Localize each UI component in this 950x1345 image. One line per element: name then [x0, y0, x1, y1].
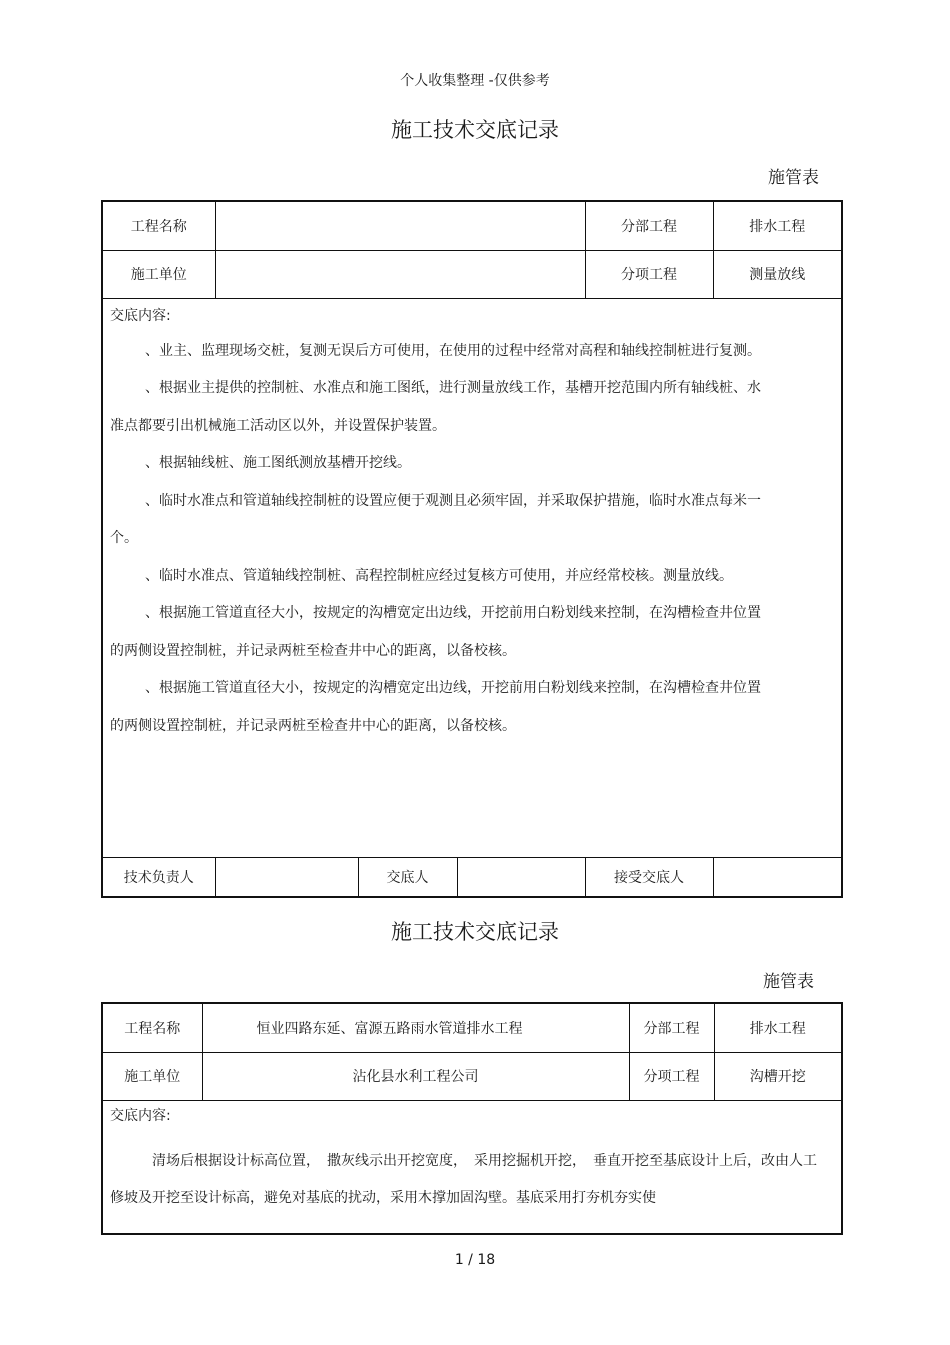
- record2-row-project: [102, 1003, 842, 1052]
- record1-division-value: 排水工程: [713, 201, 842, 250]
- record2-project-name-value: 恒业四路东延、富源五路雨水管道排水工程: [202, 1003, 629, 1052]
- page-number: 1 / 18: [454, 1252, 496, 1268]
- record2-row-content: [102, 1100, 842, 1234]
- record1-unit-value: [215, 250, 585, 298]
- record1-subitem-label: 分项工程: [585, 250, 713, 298]
- record1-tech-lead-label: 技术负责人: [102, 857, 215, 897]
- record1-project-name-label: 工程名称: [102, 201, 215, 250]
- record2-title: 施工技术交底记录: [391, 920, 559, 944]
- record1-tech-lead-value: [215, 857, 358, 897]
- record1-paragraph-2: 、根据业主提供的控制桩、水准点和施工图纸，进行测量放线工作，基槽开挖范围内所有轴线桩、水准点都要引出机械施工活动区以外，并设置保护装置。: [110, 380, 761, 434]
- record2-project-name-label: 工程名称: [102, 1003, 202, 1052]
- record2-content-label: 交底内容:: [110, 1107, 171, 1124]
- record1-content-label: 交底内容:: [110, 307, 171, 324]
- record1-paragraph-3: 、根据轴线桩、施工图纸测放基槽开挖线。: [145, 455, 411, 471]
- record2-content-cell: [102, 1100, 842, 1234]
- record1-paragraph-1: 、业主、监理现场交桩，复测无误后方可使用，在使用的过程中经常对高程和轴线控制桩进行复测。: [145, 342, 761, 359]
- record1-project-name-value: [215, 201, 585, 250]
- record1-presenter-label: 交底人: [358, 857, 457, 897]
- record1-paragraph-6: 、根据施工管道直径大小，按规定的沟槽宽定出边线，开挖前用白粉划线来控制，在沟槽检查井位置的两侧设置控制桩，并记录两桩至检查井中心的距离，以备校核。: [110, 605, 761, 659]
- record1-receiver-value: [713, 857, 842, 897]
- record2-row-unit: [102, 1052, 842, 1100]
- record1-paragraph-7: 、根据施工管道直径大小，按规定的沟槽宽定出边线，开挖前用白粉划线来控制，在沟槽检查井位置的两侧设置控制桩，并记录两桩至检查井中心的距离，以备校核。: [110, 680, 761, 734]
- record2-division-label: 分部工程: [629, 1003, 714, 1052]
- record2-table: [101, 1002, 843, 1235]
- record2-unit-value: 沾化县水利工程公司: [202, 1052, 629, 1100]
- record2-division-value: 排水工程: [714, 1003, 842, 1052]
- record1-row-content: [102, 298, 842, 857]
- record1-unit-label: 施工单位: [102, 250, 215, 298]
- record1-subitem-value: 测量放线: [713, 250, 842, 298]
- record1-row-unit: [102, 250, 842, 298]
- record1-presenter-value: [457, 857, 585, 897]
- record1-paragraph-5: 、临时水准点、管道轴线控制桩、高程控制桩应经过复核方可使用，并应经常校核。测量放线。: [145, 567, 733, 584]
- record1-form-code: 施管表: [768, 168, 819, 188]
- record1-table: [101, 200, 843, 898]
- record1-receiver-label: 接受交底人: [585, 857, 713, 897]
- record1-paragraph-4: 、临时水准点和管道轴线控制桩的设置应便于观测且必须牢固，并采取保护措施，临时水准点每米一个。: [110, 492, 761, 546]
- record2-unit-label: 施工单位: [102, 1052, 202, 1100]
- record2-subitem-label: 分项工程: [629, 1052, 714, 1100]
- record1-division-label: 分部工程: [585, 201, 713, 250]
- header-note: 个人收集整理 -仅供参考: [400, 73, 550, 89]
- record2-paragraph: 清场后根据设计标高位置， 撒灰线示出开挖宽度， 采用挖掘机开挖， 垂直开挖至基底设计上后，改由人工修坡及开挖至设计标高，避免对基底的扰动，采用木撑加固沟壁。基底采用打夯机夯实使: [110, 1152, 817, 1206]
- record1-title: 施工技术交底记录: [391, 118, 559, 142]
- record1-row-project: [102, 201, 842, 250]
- record2-form-code: 施管表: [763, 972, 814, 992]
- record1-content-cell: [102, 298, 842, 857]
- record1-row-signatures: [102, 857, 842, 897]
- record2-subitem-value: 沟槽开挖: [714, 1052, 842, 1100]
